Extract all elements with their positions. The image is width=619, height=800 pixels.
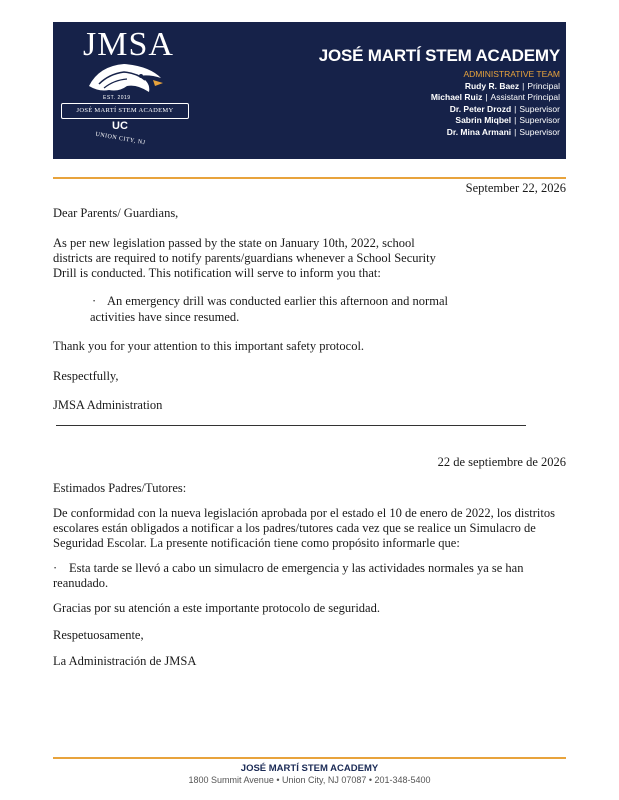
school-name: JOSÉ MARTÍ STEM ACADEMY xyxy=(318,46,560,65)
staff-name: Sabrin Miqbel xyxy=(455,115,512,126)
closing-en: Respectfully, xyxy=(53,369,119,383)
signature-es: La Administración de JMSA xyxy=(53,654,197,668)
staff-role: Principal xyxy=(527,81,560,91)
thanks-es: Gracias por su atención a este importante protocolo de seguridad. xyxy=(53,601,380,615)
footer-rule xyxy=(53,757,566,759)
eagle-icon xyxy=(79,56,169,96)
staff-separator: | xyxy=(514,126,517,137)
staff-list xyxy=(431,81,560,138)
footer-address: 1800 Summit Avenue • Union City, NJ 07087 • 201-348-5400 xyxy=(188,775,431,785)
bullet-en-line: An emergency drill was conducted earlier this afternoon and normal xyxy=(107,294,448,308)
logo-uc: UC xyxy=(112,120,128,132)
staff-separator: | xyxy=(485,92,488,103)
logo-ribbon: JOSÉ MARTÍ STEM ACADEMY xyxy=(61,103,189,119)
closing-es: Respetuosamente, xyxy=(53,628,144,642)
letter-date-en: September 22, 2026 xyxy=(465,181,566,195)
letter-date-es: 22 de septiembre de 2026 xyxy=(437,455,566,469)
staff-row xyxy=(431,92,560,103)
paragraph-es-line: escolares están obligados a notificar a los padres/tutores cada vez que se realice un Simulacro de xyxy=(53,521,536,535)
staff-separator: | xyxy=(514,115,517,126)
staff-role: Assistant Principal xyxy=(490,92,560,103)
staff-role: Supervisor xyxy=(519,103,560,114)
staff-row xyxy=(431,127,560,138)
staff-name: Rudy R. Baez xyxy=(464,81,520,91)
staff-name: Dr. Mina Armani xyxy=(446,126,512,137)
paragraph-en-line: districts are required to notify parents/guardians whenever a School Security xyxy=(53,251,436,265)
staff-separator: | xyxy=(522,81,525,91)
staff-separator: | xyxy=(514,103,517,114)
logo-est: EST. 2019 xyxy=(103,95,131,101)
footer-school-name: JOSÉ MARTÍ STEM ACADEMY xyxy=(240,763,379,774)
staff-row xyxy=(431,104,560,115)
salutation-en: Dear Parents/ Guardians, xyxy=(53,206,179,220)
bullet-en: · xyxy=(92,294,97,308)
school-logo xyxy=(53,22,198,159)
header-banner xyxy=(53,22,566,159)
staff-row xyxy=(431,81,560,92)
salutation-es: Estimados Padres/Tutores: xyxy=(53,481,187,495)
thanks-en: Thank you for your attention to this important safety protocol. xyxy=(53,339,365,353)
team-heading: ADMINISTRATIVE TEAM xyxy=(463,69,560,79)
paragraph-es-line: Seguridad Escolar. La presente notificación tiene como propósito informarle que: xyxy=(53,536,460,550)
bullet-es-line: Esta tarde se llevó a cabo un simulacro de emergencia y las actividades normales ya se han xyxy=(69,561,524,575)
staff-row xyxy=(431,115,560,126)
staff-name: Dr. Peter Drozd xyxy=(449,103,512,114)
language-divider xyxy=(56,425,526,426)
staff-name: Michael Ruiz xyxy=(430,92,483,103)
paragraph-es-line: De conformidad con la nueva legislación aprobada por el estado el 10 de enero de 2022, los distritos xyxy=(53,506,555,520)
bullet-es: · xyxy=(53,561,58,575)
logo-initials: JMSA xyxy=(83,26,174,63)
logo-city: UNION CITY, NJ xyxy=(94,131,146,147)
bullet-en-line: activities have since resumed. xyxy=(90,310,240,324)
header-rule xyxy=(53,177,566,179)
staff-role: Supervisor xyxy=(519,126,560,137)
paragraph-en-line: Drill is conducted. This notification will serve to inform you that: xyxy=(53,266,381,280)
bullet-es-line: reanudado. xyxy=(53,576,109,590)
staff-role: Supervisor xyxy=(519,115,560,126)
paragraph-en-line: As per new legislation passed by the state on January 10th, 2022, school xyxy=(53,236,415,250)
signature-en: JMSA Administration xyxy=(53,398,163,412)
